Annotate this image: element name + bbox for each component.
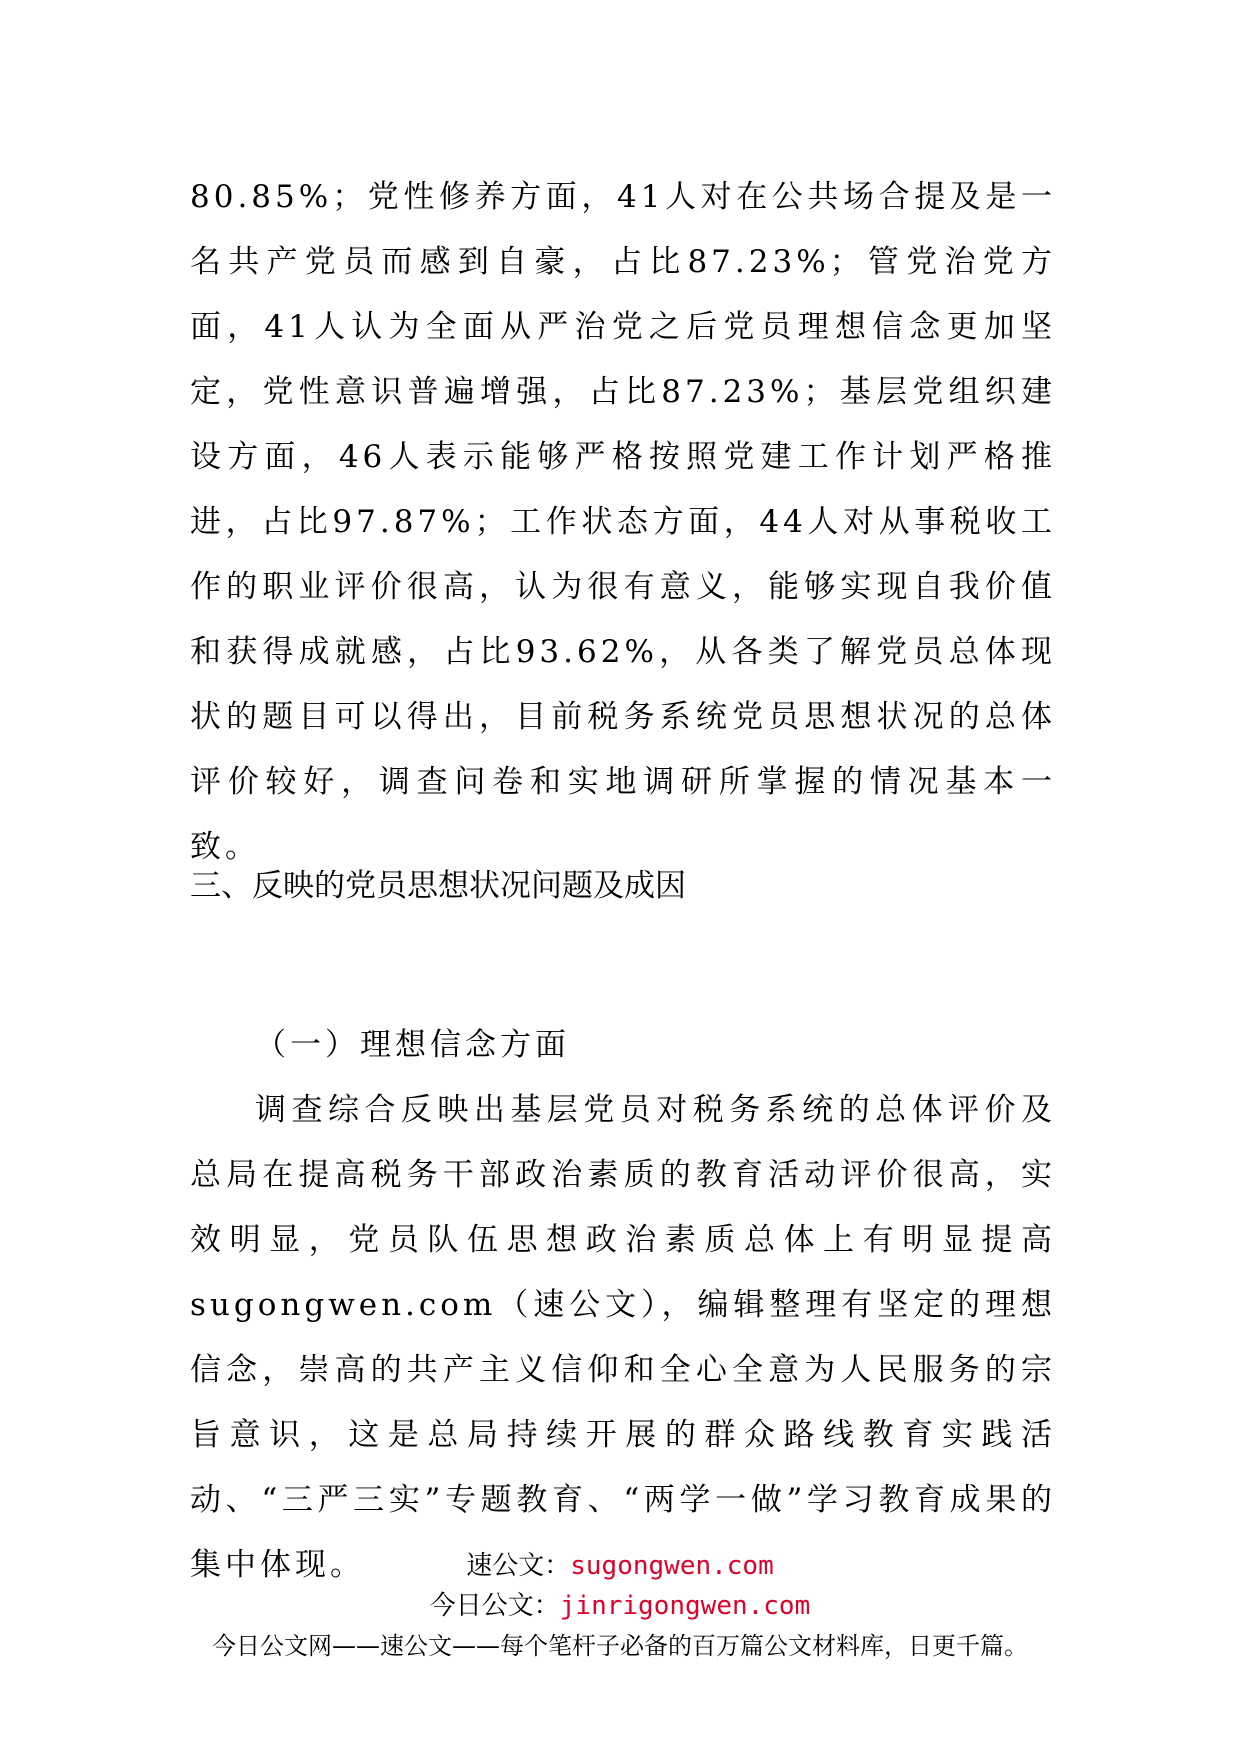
body-paragraph-ideals-and-beliefs: 调查综合反映出基层党员对税务系统的总体评价及总局在提高税务干部政治素质的教育活动评价很高，实效明显，党员队伍思想政治素质总体上有明显提高sugongwen.com（速公文），编辑整理有坚定的理想信念，崇高的共产主义信仰和全心全意为人民服务的宗旨意识，这是总局持续开展的群众路线教育实践活动、“三严三实”专题教育、“两学一做”学习教育成果的集中体现。	[190, 1092, 1056, 1583]
footer-tagline-text: 今日公文网——速公文——每个笔杆子必备的百万篇公文材料库，日更千篇。	[212, 1632, 1028, 1660]
section-heading-problems-and-causes: 三、反映的党员思想状况问题及成因	[190, 868, 686, 904]
footer-sugongwen-link[interactable]: sugongwen.com	[570, 1551, 774, 1581]
footer-jinrigongwen-link[interactable]: jinrigongwen.com	[559, 1591, 811, 1621]
footer-sugongwen	[0, 1548, 1240, 1584]
footer-tagline	[0, 1628, 1240, 1664]
body-paragraph-survey-results: 80.85%；党性修养方面，41人对在公共场合提及是一名共产党员而感到自豪，占比87.23%；管党治党方面，41人认为全面从严治党之后党员理想信念更加坚定，党性意识普遍增强，占比87.23%；基层党组织建设方面，46人表示能够严格按照党建工作计划严格推进，占比97.87%；工作状态方面，44人对从事税收工作的职业评价很高，认为很有意义，能够实现自我价值和获得成就感，占比93.62%，从各类了解党员总体现状的题目可以得出，目前税务系统党员思想状况的总体评价较好，调查问卷和实地调研所掌握的情况基本一致。	[190, 179, 1056, 865]
sub-heading-ideals-and-beliefs: （一）理想信念方面	[255, 1027, 570, 1063]
footer-sugongwen-label: 速公文：	[466, 1551, 571, 1581]
footer-jinrigongwen	[0, 1588, 1240, 1624]
footer-jinrigongwen-label: 今日公文：	[429, 1591, 560, 1621]
